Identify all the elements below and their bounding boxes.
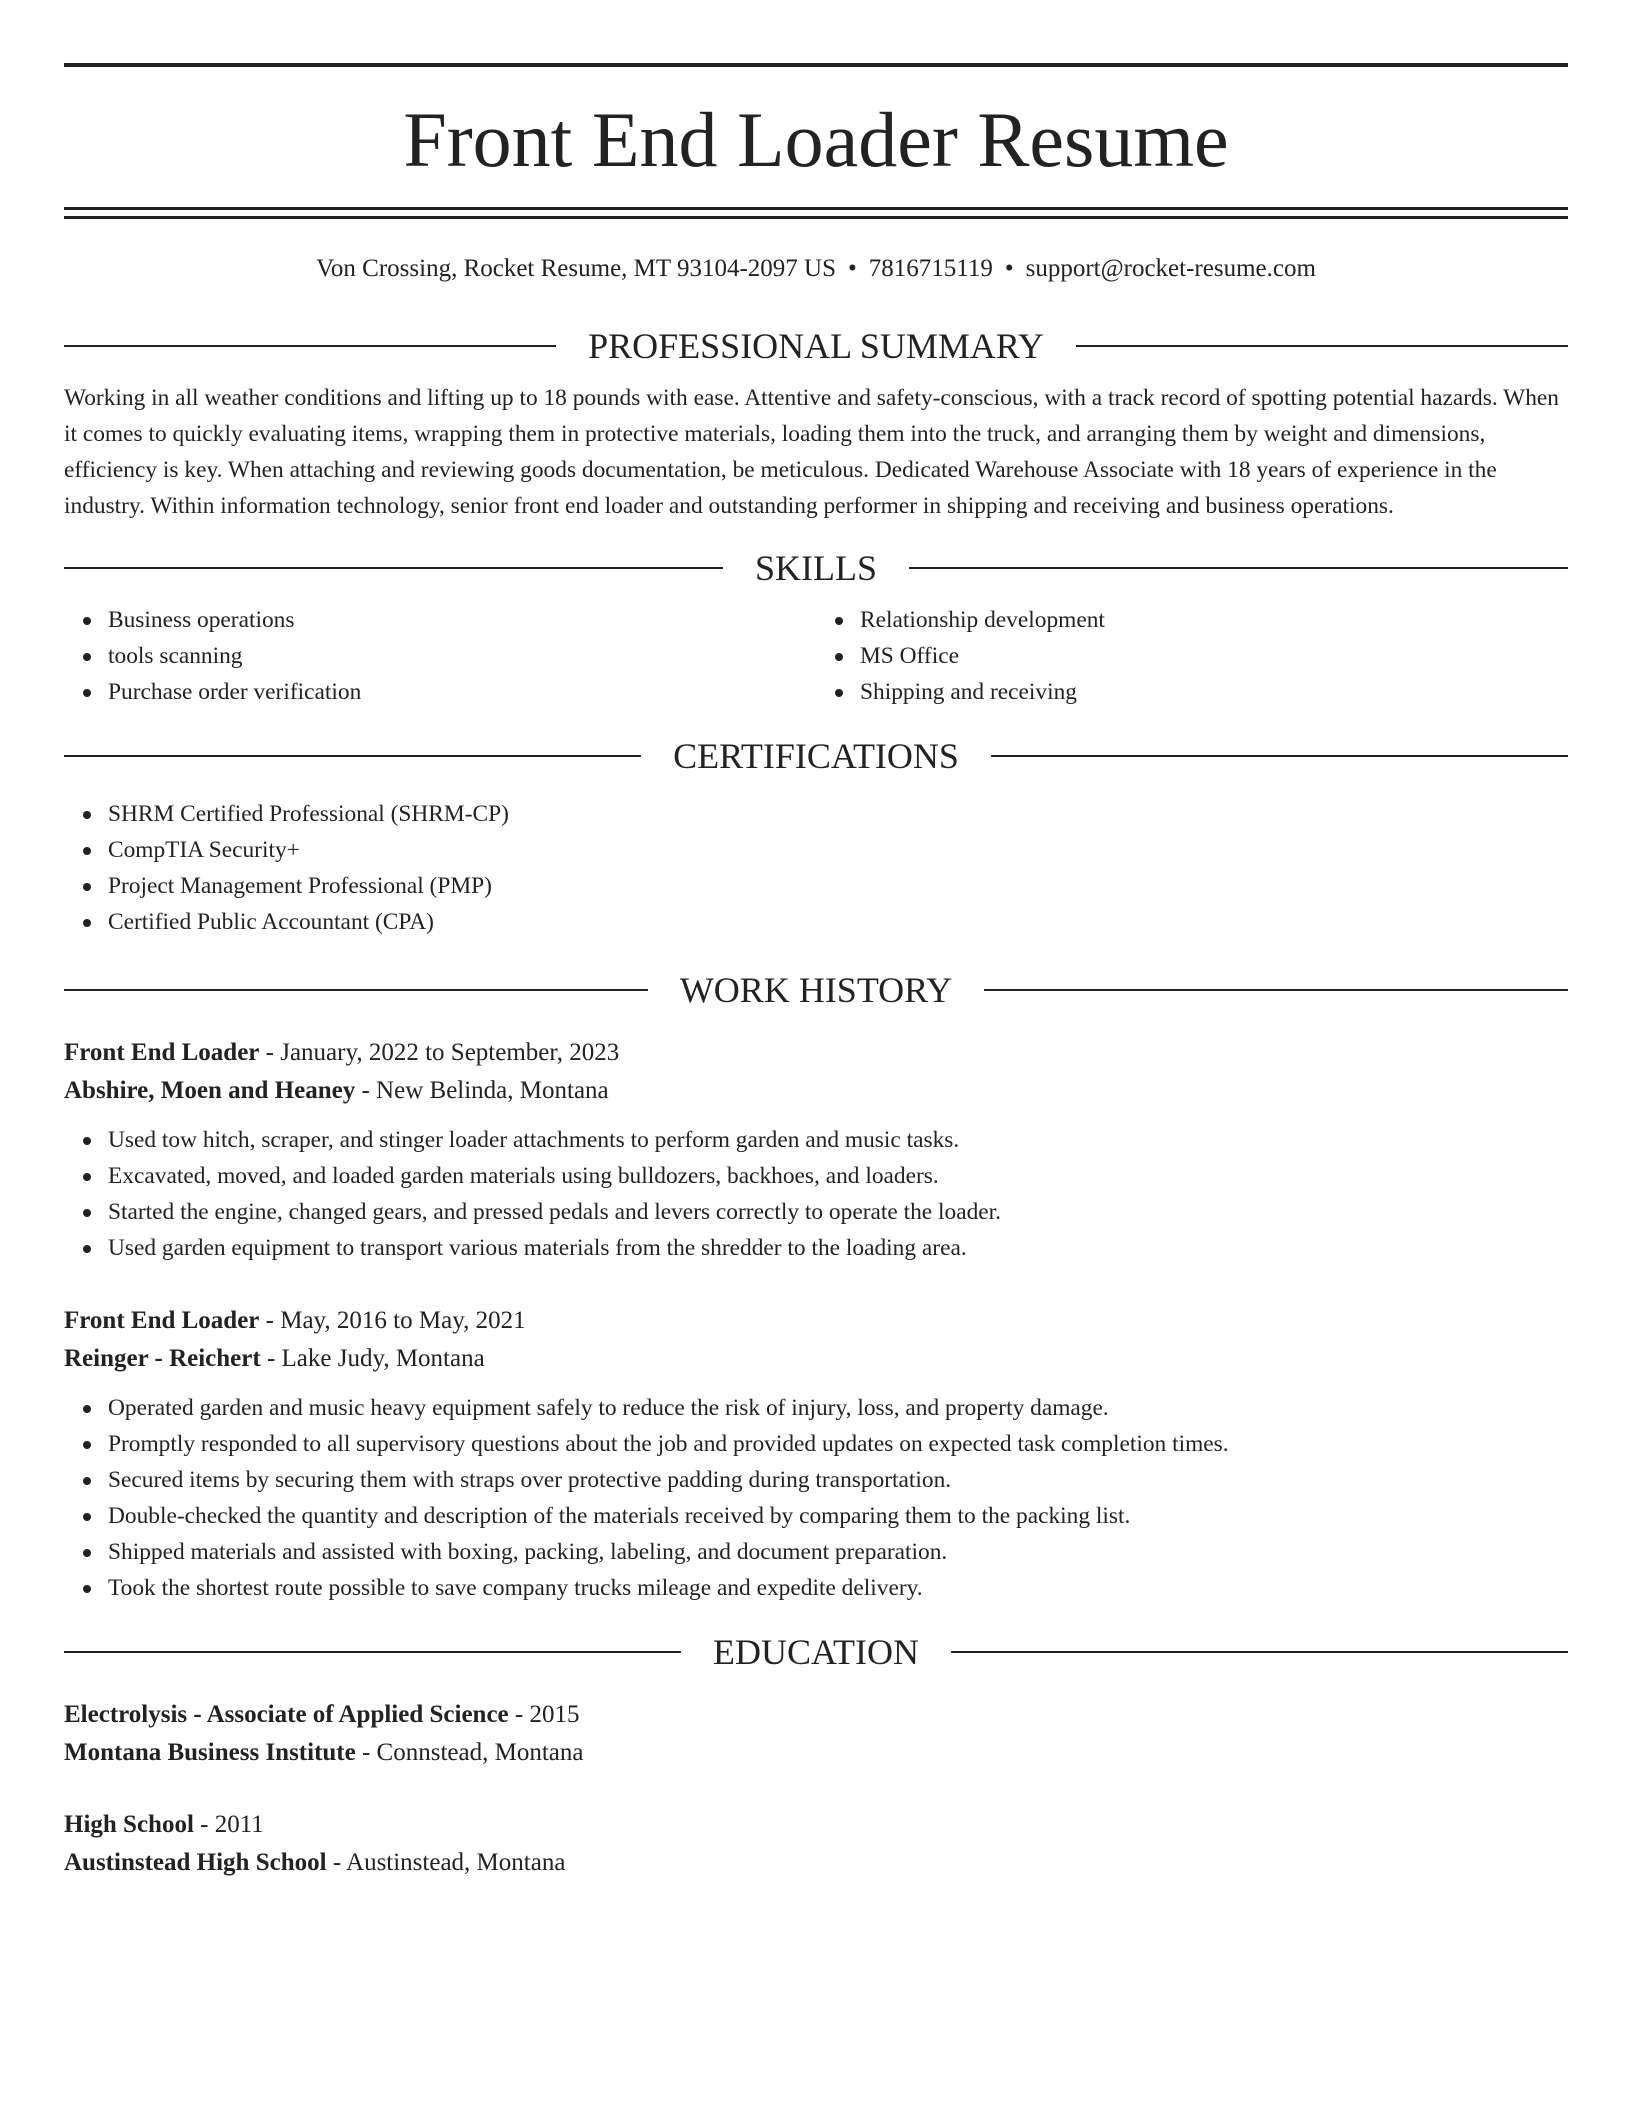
certification-item: Certified Public Accountant (CPA) <box>108 904 1568 940</box>
job-company-line <box>64 1340 1568 1378</box>
heading-rule <box>951 1651 1568 1653</box>
heading-rule <box>984 989 1568 991</box>
section-heading-work-history <box>64 968 1568 1012</box>
job-location: - Lake Judy, Montana <box>260 1345 485 1372</box>
education-location: - Austinstead, Montana <box>326 1849 566 1876</box>
job-title-line <box>64 1302 1568 1340</box>
skill-item: Business operations <box>108 602 816 638</box>
job-duty: Promptly responded to all supervisory questions about the job and provided updates on expected task completion times. <box>108 1426 1568 1462</box>
contact-address: Von Crossing, Rocket Resume, MT 93104-2097 US <box>316 255 836 282</box>
certification-item: SHRM Certified Professional (SHRM-CP) <box>108 796 1568 832</box>
education-school: Austinstead High School <box>64 1849 327 1876</box>
education-degree: Electrolysis - Associate of Applied Science <box>64 1701 509 1728</box>
job-company: Reinger - Reichert <box>64 1345 261 1372</box>
job-duty: Double-checked the quantity and description of the materials received by comparing them to the packing list. <box>108 1498 1568 1534</box>
job-duty: Used garden equipment to transport various materials from the shredder to the loading area. <box>108 1230 1568 1266</box>
education-entry <box>64 1806 1568 1882</box>
education-degree-line <box>64 1696 1568 1734</box>
section-title: EDUCATION <box>713 1632 919 1672</box>
education-school: Montana Business Institute <box>64 1739 356 1766</box>
contact-phone: 7816715119 <box>868 255 993 282</box>
certification-item: CompTIA Security+ <box>108 832 1568 868</box>
skill-item: tools scanning <box>108 638 816 674</box>
job-duty: Used tow hitch, scraper, and stinger loader attachments to perform garden and music tasks. <box>108 1122 1568 1158</box>
skill-item: Relationship development <box>860 602 1568 638</box>
skills-list <box>64 602 1568 710</box>
heading-rule <box>64 755 641 757</box>
job-title: Front End Loader <box>64 1307 260 1334</box>
job-duty: Shipped materials and assisted with boxing, packing, labeling, and document preparation. <box>108 1534 1568 1570</box>
section-heading-skills <box>64 546 1568 590</box>
education-school-line <box>64 1844 1568 1882</box>
job-duty: Secured items by securing them with straps over protective padding during transportation. <box>108 1462 1568 1498</box>
skill-item: MS Office <box>860 638 1568 674</box>
section-title: PROFESSIONAL SUMMARY <box>588 326 1044 366</box>
job-entry <box>64 1302 1568 1606</box>
job-title: Front End Loader <box>64 1039 260 1066</box>
heading-rule <box>64 345 556 347</box>
education-year: - 2011 <box>193 1811 264 1838</box>
job-duties <box>64 1122 1568 1266</box>
heading-rule <box>64 989 648 991</box>
job-duty: Started the engine, changed gears, and pressed pedals and levers correctly to operate the loader. <box>108 1194 1568 1230</box>
page-title: Front End Loader Resume <box>403 96 1229 183</box>
job-duty: Excavated, moved, and loaded garden materials using bulldozers, backhoes, and loaders. <box>108 1158 1568 1194</box>
contact-separator: • <box>848 255 857 282</box>
contact-email: support@rocket-resume.com <box>1025 255 1316 282</box>
job-dates: - May, 2016 to May, 2021 <box>259 1307 526 1334</box>
section-title: CERTIFICATIONS <box>673 736 959 776</box>
education-year: - 2015 <box>508 1701 580 1728</box>
contact-separator: • <box>1004 255 1014 282</box>
job-duties <box>64 1390 1568 1606</box>
job-dates: - January, 2022 to September, 2023 <box>259 1039 620 1066</box>
skills-column-left <box>64 602 816 710</box>
certifications-list <box>64 796 1568 940</box>
contact-line <box>64 252 1568 286</box>
heading-rule <box>64 567 723 569</box>
job-location: - New Belinda, Montana <box>355 1077 609 1104</box>
job-duty: Took the shortest route possible to save company trucks mileage and expedite delivery. <box>108 1570 1568 1606</box>
education-degree-line <box>64 1806 1568 1844</box>
education-degree: High School <box>64 1811 194 1838</box>
title-double-rule <box>64 207 1568 219</box>
summary-text: Working in all weather conditions and lifting up to 18 pounds with ease. Attentive and safety-conscious, with a track record of spotting potential hazards. When it comes to quickly evaluating items, wrapping them in protective materials, loading them into the truck, and arranging them by weight and dimensions, efficiency is key. When attaching and reviewing goods documentation, be meticulous. Dedicated Warehouse Associate with 18 years of experience in the industry. Within information technology, senior front end loader and outstanding performer in shipping and receiving and business operations. <box>64 385 1559 519</box>
section-title: SKILLS <box>755 548 878 588</box>
heading-rule <box>991 755 1568 757</box>
section-heading-education <box>64 1630 1568 1674</box>
skills-column-right <box>816 602 1568 710</box>
job-company: Abshire, Moen and Heaney <box>64 1077 356 1104</box>
heading-rule <box>1076 345 1568 347</box>
skill-item: Shipping and receiving <box>860 674 1568 710</box>
heading-rule <box>64 1651 681 1653</box>
job-entry <box>64 1034 1568 1266</box>
education-location: - Connstead, Montana <box>355 1739 584 1766</box>
job-company-line <box>64 1072 1568 1110</box>
job-duty: Operated garden and music heavy equipment safely to reduce the risk of injury, loss, and property damage. <box>108 1390 1568 1426</box>
skill-item: Purchase order verification <box>108 674 816 710</box>
section-heading-certifications <box>64 734 1568 778</box>
heading-rule <box>909 567 1568 569</box>
section-title: WORK HISTORY <box>679 970 953 1010</box>
job-title-line <box>64 1034 1568 1072</box>
education-entry <box>64 1696 1568 1772</box>
section-heading-summary <box>64 324 1568 368</box>
education-school-line <box>64 1734 1568 1772</box>
certification-item: Project Management Professional (PMP) <box>108 868 1568 904</box>
